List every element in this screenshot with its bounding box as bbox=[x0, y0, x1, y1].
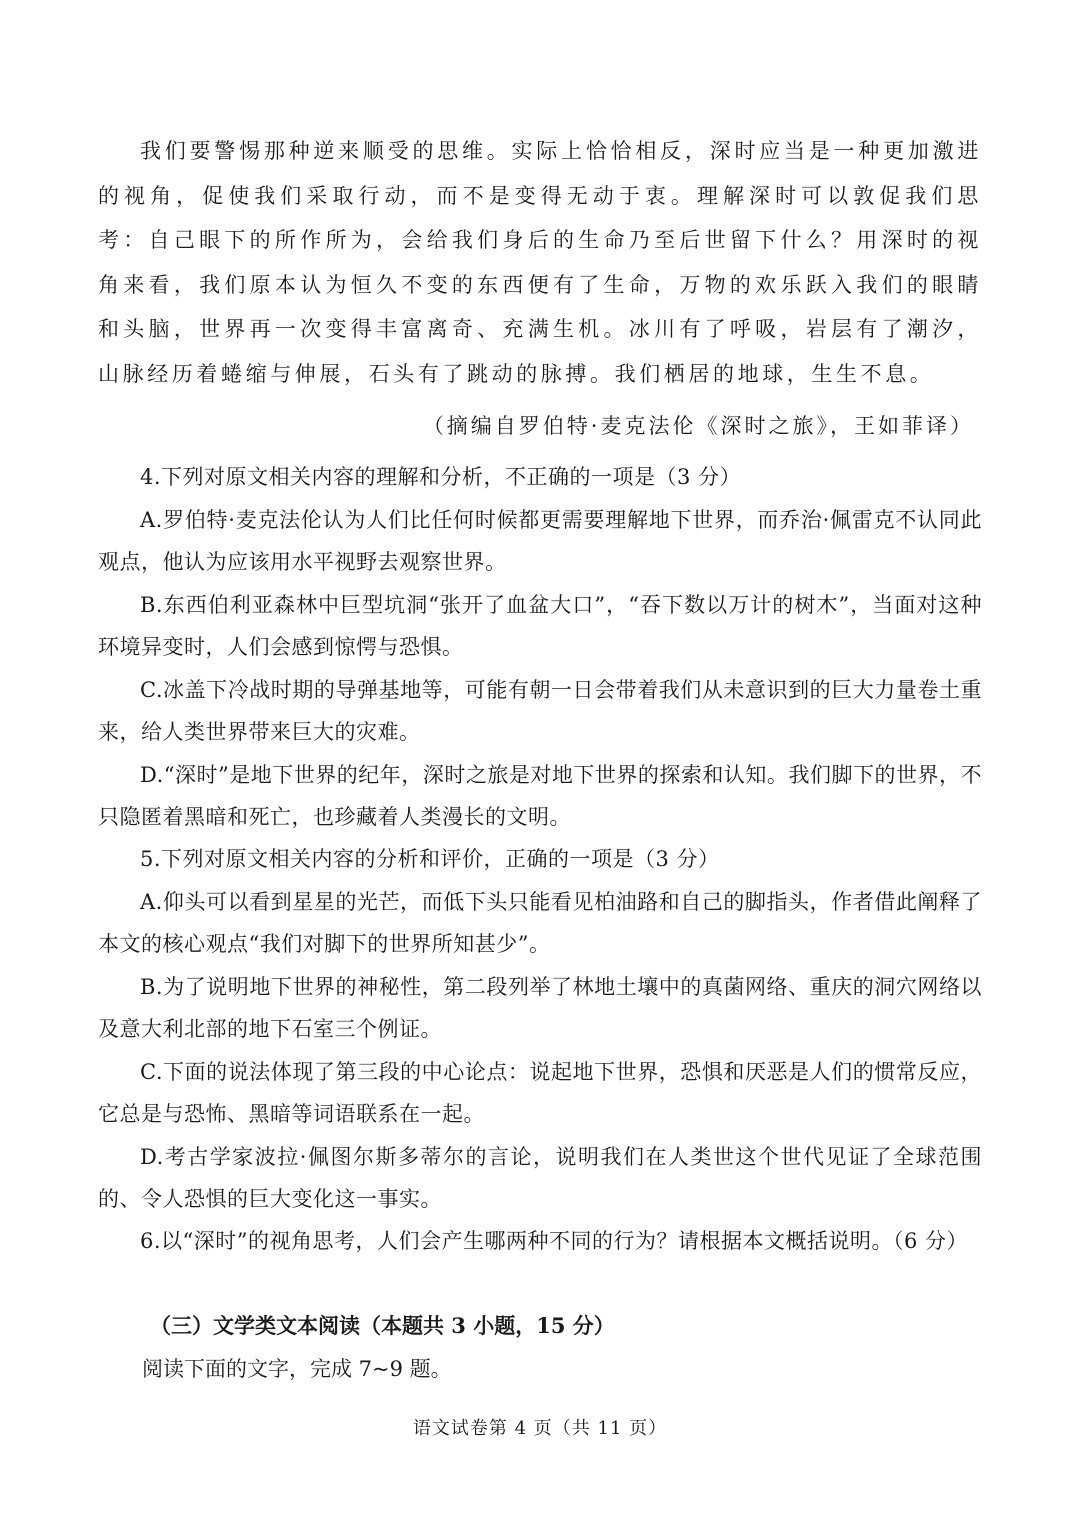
section-instruction: 阅读下面的文字，完成 7~9 题。 bbox=[142, 1357, 452, 1381]
option-c: C.冰盖下冷战时期的导弹基地等，可能有朝一日会带着我们从未意识到的巨大力量卷土重来，给人类世界带来巨大的灾难。 bbox=[98, 677, 982, 744]
option-b: B.为了说明地下世界的神秘性，第二段列举了林地土壤中的真菌网络、重庆的洞穴网络以及意大利北部的地下石室三个例证。 bbox=[98, 974, 982, 1041]
question-stem: 6.以“深时”的视角思考，人们会产生哪两种不同的行为？请根据本文概括说明。（6 分） bbox=[140, 1229, 969, 1253]
question-4 bbox=[98, 456, 982, 839]
option-b: B.东西伯利亚森林中巨型坑洞“张开了血盆大口”，“吞下数以万计的树木”，当面对这种环境异变时，人们会感到惊愕与恐惧。 bbox=[98, 592, 982, 659]
option-d: D.“深时”是地下世界的纪年，深时之旅是对地下世界的探索和认知。我们脚下的世界，不只隐匿着黑暗和死亡，也珍藏着人类漫长的文明。 bbox=[98, 762, 982, 829]
passage-citation: （摘编自罗伯特·麦克法伦《深时之旅》，王如菲译） bbox=[422, 414, 974, 438]
question-stem: 5.下列对原文相关内容的分析和评价，正确的一项是（3 分） bbox=[140, 847, 720, 871]
option-c: C.下面的说法体现了第三段的中心论点：说起地下世界，恐惧和厌恶是人们的惯常反应，它总是与恐怖、黑暗等词语联系在一起。 bbox=[98, 1059, 982, 1126]
section-title: （三）文学类文本阅读（本题共 3 小题，15 分） bbox=[150, 1313, 615, 1338]
option-d: D.考古学家波拉·佩图尔斯多蒂尔的言论，说明我们在人类世这个世代见证了全球范围的、令人恐惧的巨大变化这一事实。 bbox=[98, 1144, 982, 1211]
passage-paragraph: 我们要警惕那种逆来顺受的思维。实际上恰恰相反，深时应当是一种更加激进的视角，促使我们采取行动，而不是变得无动于衷。理解深时可以敦促我们思考：自己眼下的所作所为，会给我们身后的生命乃至后世留下什么？用深时的视角来看，我们原本认为恒久不变的东西便有了生命，万物的欢乐跃入我们的眼睛和头脑，世界再一次变得丰富离奇、充满生机。冰川有了呼吸，岩层有了潮汐，山脉经历着蜷缩与伸展，石头有了跳动的脉搏。我们栖居的地球，生生不息。 bbox=[98, 139, 982, 386]
option-a: A.仰头可以看到星星的光芒，而低下头只能看见柏油路和自己的脚指头，作者借此阐释了本文的核心观点“我们对脚下的世界所知甚少”。 bbox=[98, 889, 982, 956]
question-6 bbox=[98, 1220, 982, 1263]
option-a: A.罗伯特·麦克法伦认为人们比任何时候都更需要理解地下世界，而乔治·佩雷克不认同此观点，他认为应该用水平视野去观察世界。 bbox=[98, 507, 982, 574]
question-5 bbox=[98, 838, 982, 1221]
page-footer: 语文试卷第 4 页（共 11 页） bbox=[412, 1418, 668, 1439]
question-stem: 4.下列对原文相关内容的理解和分析，不正确的一项是（3 分） bbox=[140, 465, 742, 489]
